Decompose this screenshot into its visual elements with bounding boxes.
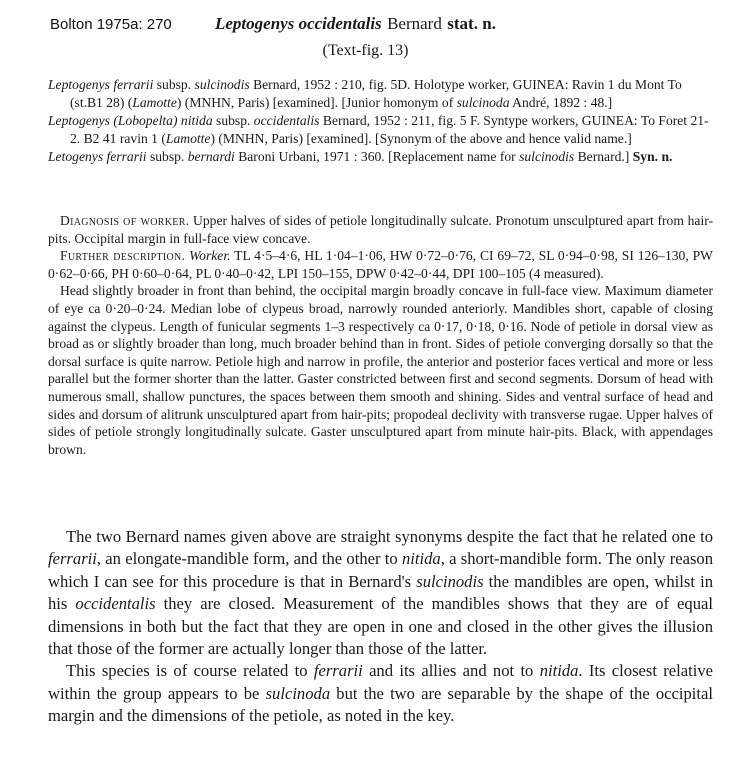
text-run: Baroni Urbani, 1971 : 360. [Replacement name for xyxy=(234,149,520,164)
text-run: This species is of course related to xyxy=(66,661,314,681)
discussion-paragraph xyxy=(48,660,713,727)
collector-name: Lamotte xyxy=(165,131,211,146)
discussion-block xyxy=(48,526,713,728)
taxon-name: Leptogenys (Lobopelta) nitida xyxy=(48,113,213,128)
page-header xyxy=(50,14,710,36)
description-block xyxy=(48,212,713,458)
discussion-paragraph xyxy=(48,526,713,660)
taxon-name: Leptogenys ferrarii xyxy=(48,77,154,92)
synonymy-list xyxy=(48,76,713,166)
text-run: they are closed. Measurement of the mandibles shows that they are of equal dimensions in both but the fact that they are open in one and closed in the other gives the illusion that those of the former are actually longer than those of the latter. xyxy=(48,594,713,659)
morphology-paragraph: Head slightly broader in front than behind, the occipital margin broadly concave in full-face view. Maximum diameter of eye ca 0·20–0·24. Median lobe of clypeus broad, narrowly rounded anteriorly. Mandibles short, capable of closing against the clypeus. Length of funicular segments 1–3 respectively ca 0·17, 0·18, 0·16. Node of petiole in dorsal view as broad as or slightly broader than long, much broader behind than in front. Sides of petiole converging dorsally so that the dorsal surface is quite narrow. Petiole high and narrow in profile, the anterior and posterior faces vertical and more or less parallel but the former shorter than the latter. Gaster constricted between first and second segments. Dorsum of head with numerous small, shallow punctures, the spaces between them smooth and shining. Sides and ventral surface of head and sides and dorsum of alitrunk unsculptured apart from hair-pits; propodeal declivity with transverse rugae. Upper halves of sides of petiole strongly longitudinally sulcate. Gaster unsculptured apart from minute hair-pits. Black, with appendages brown. xyxy=(48,283,713,457)
diagnosis-text: Upper halves of sides of petiole longitudinally sulcate. Pronotum unsculptured apart from hair-pits. Occipital margin in full-face view concave. xyxy=(48,213,713,246)
text-run: , a short-mandible form. The only reason which I can see for this procedure is that in Bernard's xyxy=(48,549,714,591)
text-run: subsp. xyxy=(146,149,188,164)
subspecies-name: bernardi xyxy=(187,149,235,164)
text-run: . Its closest relative within the group appears to be xyxy=(48,661,714,703)
synonymy-entry xyxy=(48,76,713,112)
species-author: Bernard xyxy=(387,14,442,33)
taxon-name: Letogenys ferrarii xyxy=(48,149,147,164)
synonymy-entry xyxy=(48,148,713,166)
species-name: Leptogenys occidentalis xyxy=(215,14,382,33)
synonymy-entry xyxy=(48,112,713,148)
citation-source: Bolton 1975a: 270 xyxy=(50,16,172,33)
text-run: subsp. xyxy=(212,113,254,128)
text-run: the mandibles are open, whilst in his xyxy=(48,571,713,614)
collector-name: Lamotte xyxy=(132,95,177,110)
text-run: subsp. xyxy=(153,77,195,92)
text-run: André, 1892 : 48.] xyxy=(509,95,613,110)
replaced-name: sulcinodis xyxy=(519,149,575,164)
taxon-name: nitida xyxy=(539,661,579,681)
taxon-name: ferrarii xyxy=(48,549,97,569)
text-run: and its allies and not to xyxy=(362,661,540,681)
taxon-name: ferrarii xyxy=(313,661,363,681)
subspecies-name: occidentalis xyxy=(253,113,320,128)
new-synonym-label: Syn. n. xyxy=(632,149,673,164)
taxon-name: sulcinoda xyxy=(265,683,331,703)
measurements-text: TL 4·5–4·6, HL 1·04–1·06, HW 0·72–0·76, CI 69–72, SL 0·94–0·98, SI 126–130, PW 0·62–0·66, PH 0·60–0·64, PL 0·40–0·42, LPI 150–155, DPW 0·42–0·44, DPI 100–105 (4 measured). xyxy=(48,248,713,281)
homonym-name: sulcinoda xyxy=(456,95,510,110)
text-run: ) (MNHN, Paris) [examined]. [Synonym of the above and hence valid name.] xyxy=(210,131,632,146)
taxon-name: sulcinodis xyxy=(416,571,484,591)
diagnosis-paragraph xyxy=(48,212,713,247)
caste-label: Worker. xyxy=(189,248,231,264)
measurements-paragraph xyxy=(48,247,713,282)
species-status: stat. n. xyxy=(447,14,496,33)
text-run: Bernard, 1952 : 211, fig. 5 F. Syntype workers, GUINEA: To Foret 21-2. B2 41 ravin 1 ( xyxy=(70,113,709,146)
text-fig-reference: (Text-fig. 13) xyxy=(322,42,409,59)
diagnosis-heading: Diagnosis of worker. xyxy=(60,213,190,228)
text-run: but the two are separable by the shape of the occipital margin and the dimensions of the petiole, as noted in the key. xyxy=(48,683,714,726)
text-run: ) (MNHN, Paris) [examined]. [Junior homonym of xyxy=(176,95,457,110)
species-title xyxy=(215,14,496,34)
text-run: , an elongate-mandible form, and the other to xyxy=(96,549,402,569)
taxon-name: nitida xyxy=(401,549,441,569)
further-description-heading: Further description. xyxy=(60,248,186,264)
text-run: Bernard, 1952 : 210, fig. 5D. Holotype worker, GUINEA: Ravin 1 du Mont To (st.B1 28) ( xyxy=(70,77,682,110)
taxon-name: occidentalis xyxy=(75,594,156,614)
text-run: Bernard.] xyxy=(574,149,633,164)
subspecies-name: sulcinodis xyxy=(194,77,250,92)
text-run: The two Bernard names given above are straight synonyms despite the fact that he related one to xyxy=(66,527,713,546)
